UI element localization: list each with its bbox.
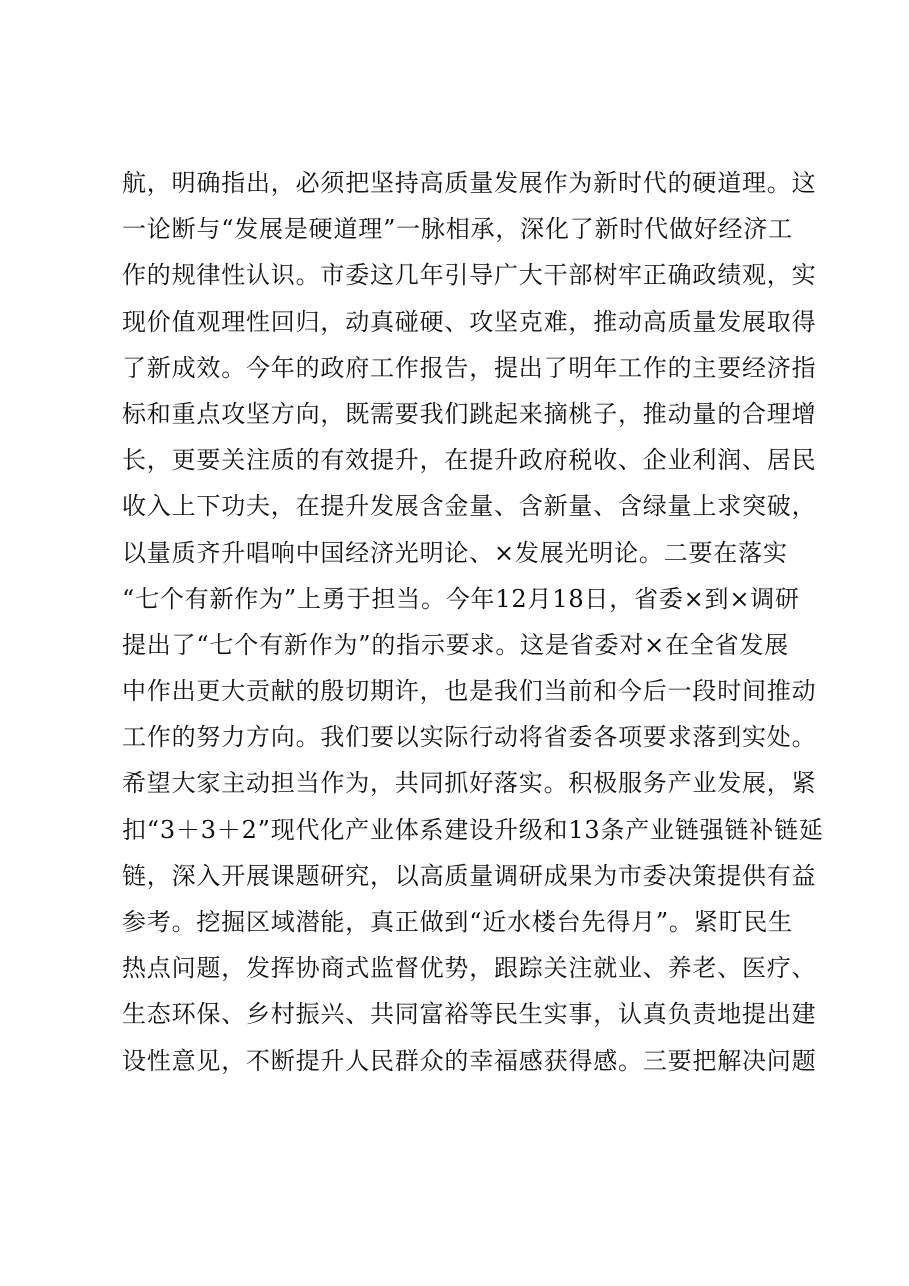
text-line: “七个有新作为”上勇于担当。今年12月18日，省委×到×调研 (122, 584, 800, 613)
body-paragraph (122, 160, 824, 1084)
text-line: 参考。挖掘区域潜能，真正做到“近水楼台先得月”。紧盯民生 (122, 908, 793, 936)
text-line: 提出了“七个有新作为”的指示要求。这是省委对×在全省发展 (122, 630, 790, 659)
text-line: 航，明确指出，必须把坚持高质量发展作为新时代的硬道理。这 (122, 169, 817, 197)
text-line: 希望大家主动担当作为，共同抓好落实。积极服务产业发展，紧 (122, 769, 817, 798)
text-line: 以量质齐升唱响中国经济光明论、×发展光明论。二要在落实 (122, 538, 788, 567)
text-line: 工作的努力方向。我们要以实际行动将省委各项要求落到实处。 (122, 723, 817, 752)
text-line: 收入上下功夫，在提升发展含金量、含新量、含绿量上求突破， (122, 492, 817, 521)
text-line: 设性意见，不断提升人民群众的幸福感获得感。三要把解决问题 (122, 1046, 817, 1075)
text-line: 现价值观理性回归，动真碰硬、攻坚克难，推动高质量发展取得 (122, 307, 817, 336)
text-line: 链，深入开展课题研究，以高质量调研成果为市委决策提供有益 (122, 861, 817, 890)
text-line: 热点问题，发挥协商式监督优势，跟踪关注就业、养老、医疗、 (122, 954, 817, 983)
text-line: 标和重点攻坚方向，既需要我们跳起来摘桃子，推动量的合理增 (122, 399, 817, 428)
text-line: 作的规律性认识。市委这几年引导广大干部树牢正确政绩观，实 (122, 261, 817, 290)
text-line: 扣“3＋3＋2”现代化产业体系建设升级和13条产业链强链补链延 (122, 815, 824, 844)
text-line: 中作出更大贡献的殷切期许，也是我们当前和今后一段时间推动 (122, 677, 817, 706)
text-line: 长，更要关注质的有效提升，在提升政府税收、企业利润、居民 (122, 446, 817, 475)
text-line: 了新成效。今年的政府工作报告，提出了明年工作的主要经济指 (122, 353, 817, 382)
text-line: 生态环保、乡村振兴、共同富裕等民生实事，认真负责地提出建 (122, 1000, 817, 1029)
text-line: 一论断与“发展是硬道理”一脉相承，深化了新时代做好经济工 (122, 215, 793, 244)
